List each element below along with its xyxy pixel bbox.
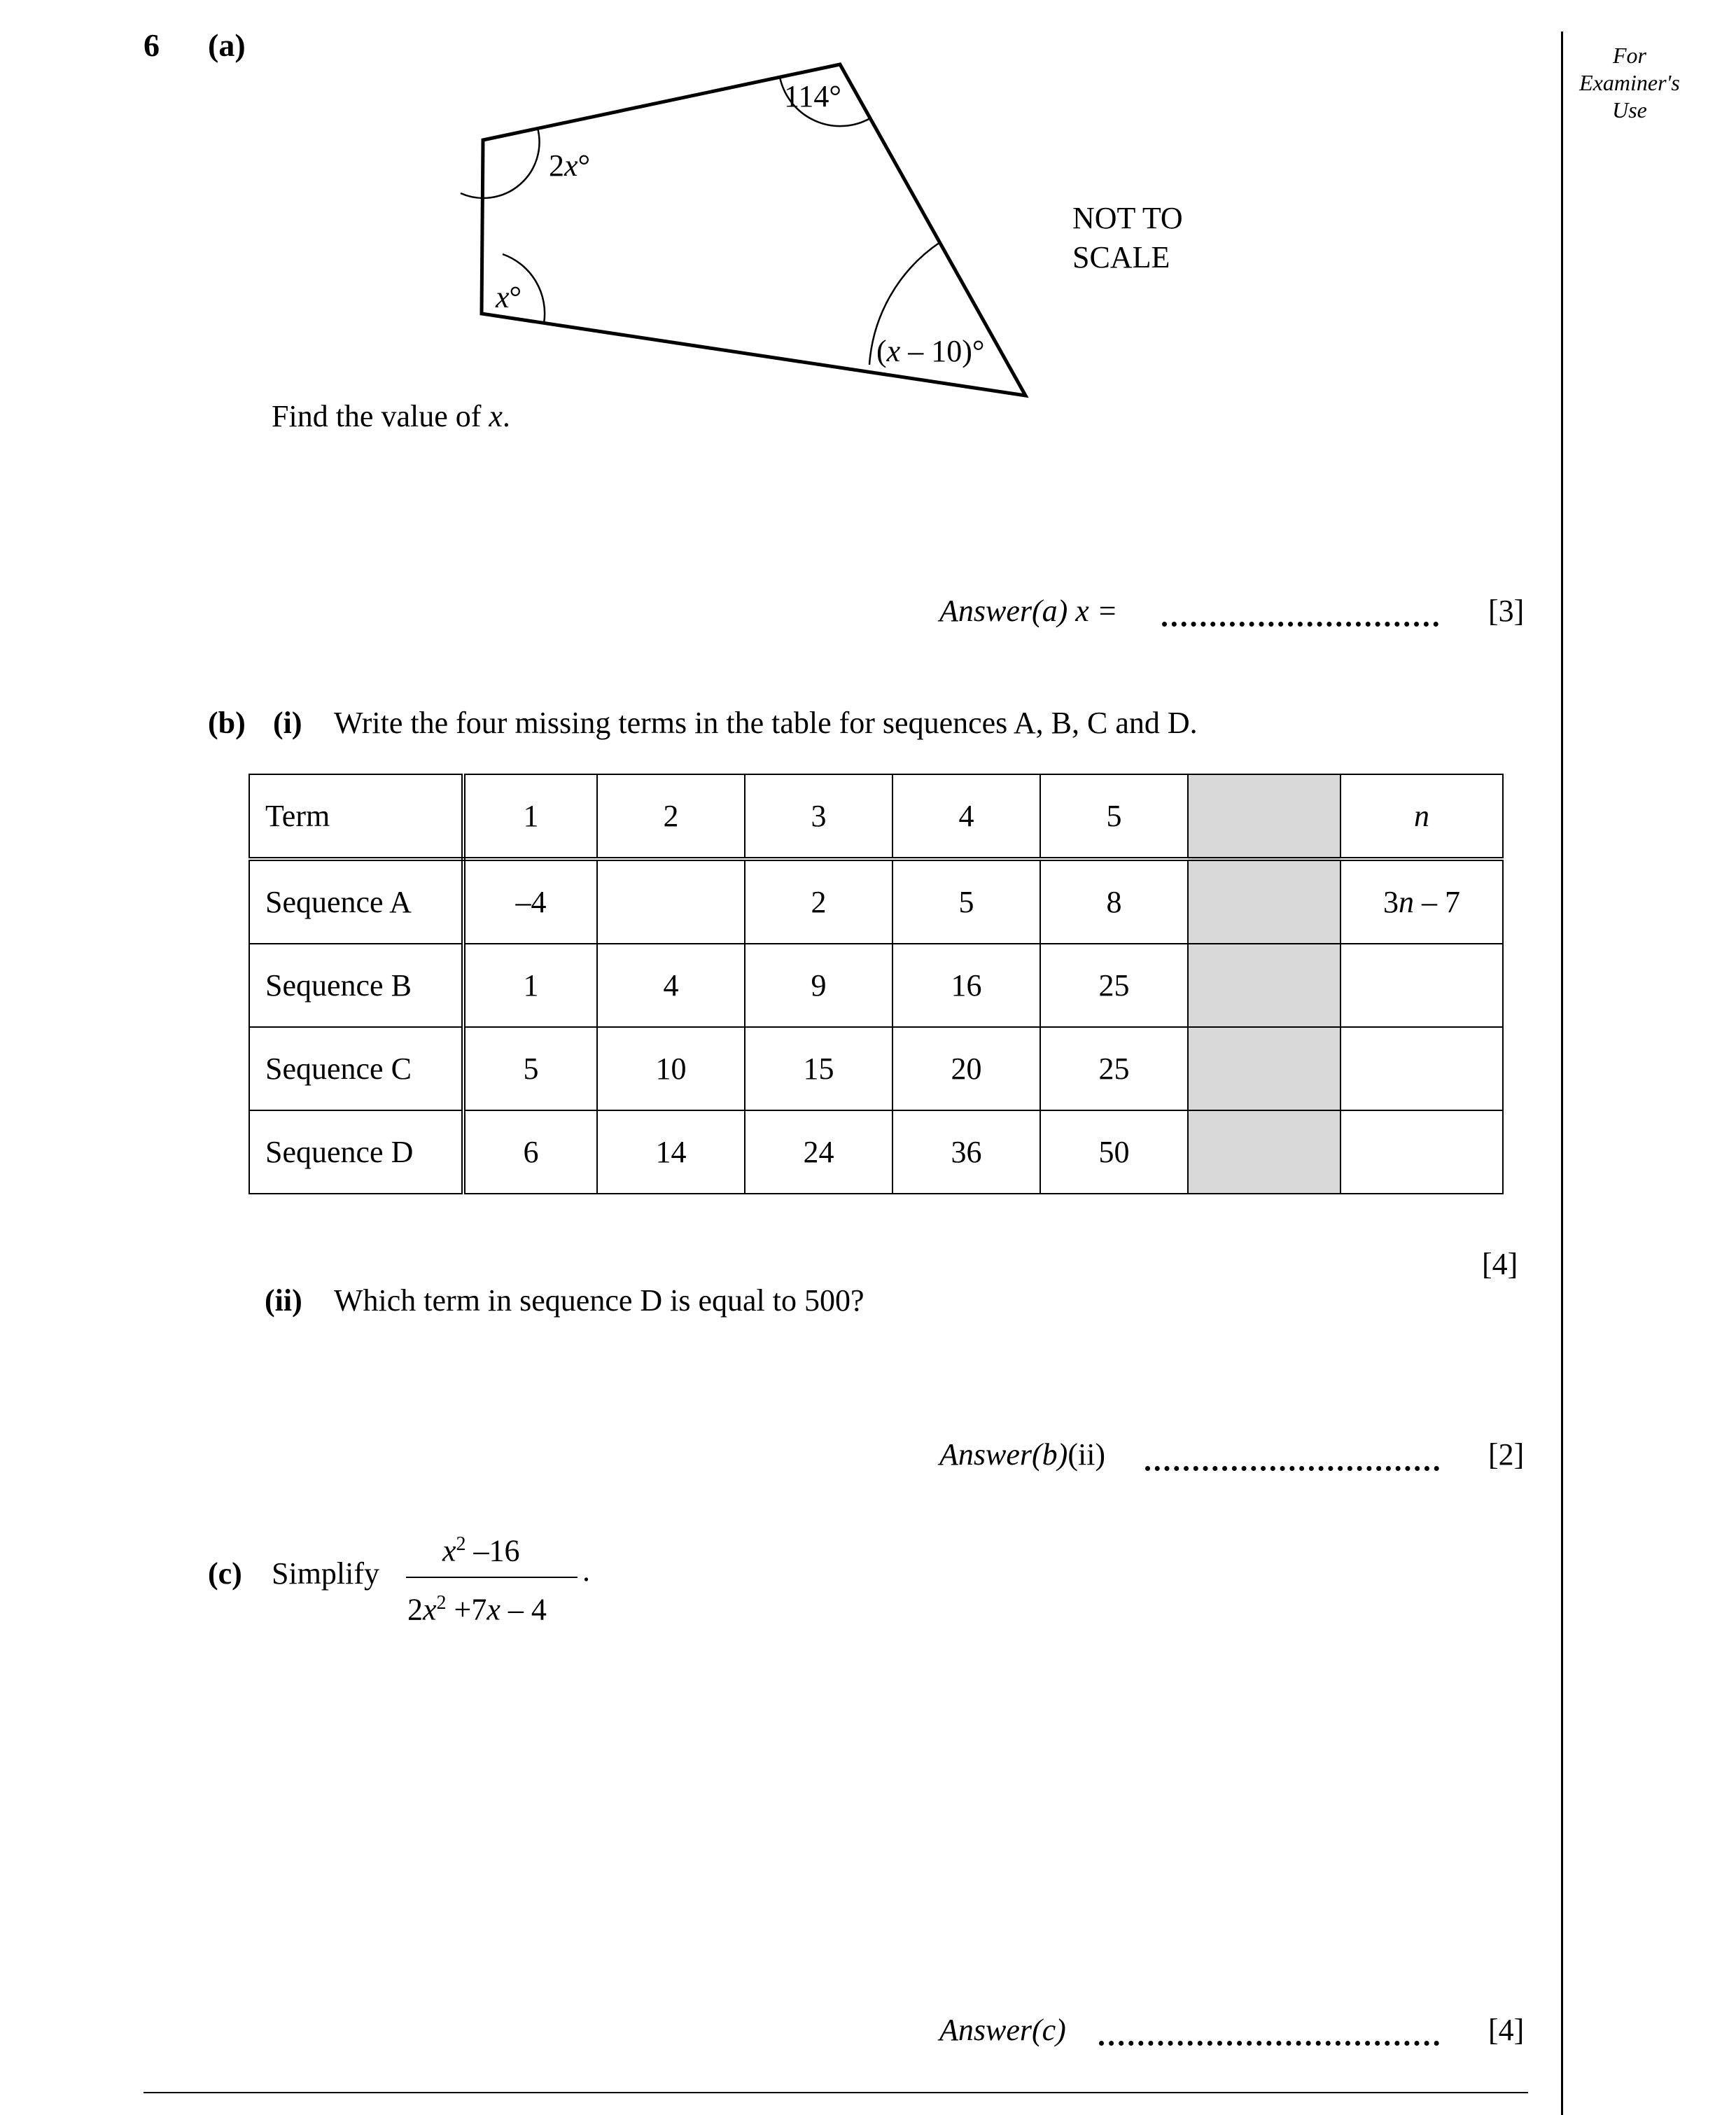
note-line-2: SCALE bbox=[1072, 240, 1170, 274]
table-row-sequence-a bbox=[249, 859, 1503, 944]
question-number: 6 bbox=[144, 27, 160, 63]
nth-term-cell: 3n – 7 bbox=[1340, 859, 1503, 944]
part-a-label: (a) bbox=[208, 27, 246, 63]
table-cell: 8 bbox=[1040, 859, 1188, 944]
table-cell: 2 bbox=[745, 859, 892, 944]
table-header-row bbox=[249, 774, 1503, 859]
table-cell: 10 bbox=[597, 1027, 745, 1110]
part-b-i-label: (i) bbox=[273, 706, 302, 740]
part-b-ii-label: (ii) bbox=[265, 1283, 302, 1318]
shaded-cell bbox=[1188, 859, 1340, 944]
answer-b-ii-label: Answer(b)(ii) bbox=[939, 1437, 1106, 1472]
fraction-bar bbox=[406, 1577, 578, 1578]
table-cell: 4 bbox=[892, 774, 1040, 859]
table-cell: 25 bbox=[1040, 1027, 1188, 1110]
marks-a: [3] bbox=[1488, 594, 1525, 628]
not-to-scale-note bbox=[1072, 199, 1183, 277]
table-cell: 50 bbox=[1040, 1110, 1188, 1194]
answer-a-line[interactable] bbox=[1162, 622, 1438, 627]
shaded-cell bbox=[1188, 774, 1340, 859]
answer-c-line[interactable] bbox=[1099, 2041, 1439, 2046]
table-cell: 4 bbox=[597, 944, 745, 1027]
examiner-use-note bbox=[1567, 42, 1693, 124]
examiner-line-3: Use bbox=[1612, 97, 1647, 123]
fraction-numerator: $x^2$ –16 bbox=[442, 1533, 520, 1568]
sequence-table bbox=[248, 774, 1504, 1194]
examiner-line-1: For bbox=[1613, 43, 1646, 68]
table-cell: 16 bbox=[892, 944, 1040, 1027]
answer-cell[interactable] bbox=[597, 859, 745, 944]
table-row-sequence-b bbox=[249, 944, 1503, 1027]
table-cell: 1 bbox=[463, 944, 597, 1027]
marks-b-ii: [2] bbox=[1488, 1437, 1525, 1472]
part-b-label: (b) bbox=[208, 706, 246, 740]
table-cell: 20 bbox=[892, 1027, 1040, 1110]
note-line-1: NOT TO bbox=[1072, 201, 1183, 235]
table-row-label: Sequence A bbox=[249, 859, 463, 944]
table-cell: n bbox=[1340, 774, 1503, 859]
answer-c-label: Answer(c) bbox=[939, 2013, 1066, 2047]
page-bottom-rule bbox=[144, 2092, 1528, 2093]
table-cell: 24 bbox=[745, 1110, 892, 1194]
table-cell: 15 bbox=[745, 1027, 892, 1110]
table-cell: 1 bbox=[463, 774, 597, 859]
algebraic-fraction bbox=[406, 1526, 602, 1638]
angle-label-x: x° bbox=[496, 280, 522, 314]
angle-label-x-minus-10: (x – 10)° bbox=[876, 334, 985, 368]
table-cell: 36 bbox=[892, 1110, 1040, 1194]
marks-b-i: [4] bbox=[1482, 1247, 1518, 1281]
table-row-label: Sequence D bbox=[249, 1110, 463, 1194]
table-cell: 5 bbox=[1040, 774, 1188, 859]
table-row-sequence-d bbox=[249, 1110, 1503, 1194]
shaded-cell bbox=[1188, 1027, 1340, 1110]
table-cell: 9 bbox=[745, 944, 892, 1027]
table-cell: 5 bbox=[463, 1027, 597, 1110]
table-cell: 6 bbox=[463, 1110, 597, 1194]
examiner-margin-rule bbox=[1561, 32, 1563, 2115]
table-cell: 5 bbox=[892, 859, 1040, 944]
angle-label-114: 114° bbox=[784, 79, 841, 113]
table-row-label: Sequence B bbox=[249, 944, 463, 1027]
table-cell: Term bbox=[249, 774, 463, 859]
shaded-cell bbox=[1188, 1110, 1340, 1194]
answer-cell[interactable] bbox=[1340, 1027, 1503, 1110]
part-c-label: (c) bbox=[208, 1556, 242, 1591]
answer-cell[interactable] bbox=[1340, 944, 1503, 1027]
marks-c: [4] bbox=[1488, 2013, 1525, 2047]
answer-cell[interactable] bbox=[1340, 1110, 1503, 1194]
table-row-sequence-c bbox=[249, 1027, 1503, 1110]
shaded-cell bbox=[1188, 944, 1340, 1027]
part-a-instruction: Find the value of x. bbox=[272, 399, 510, 433]
examiner-line-2: Examiner's bbox=[1579, 70, 1680, 95]
table-cell: –4 bbox=[463, 859, 597, 944]
table-cell: 3 bbox=[745, 774, 892, 859]
answer-b-ii-line[interactable] bbox=[1145, 1466, 1439, 1471]
part-b-i-instruction: Write the four missing terms in the table for sequences A, B, C and D. bbox=[334, 706, 1198, 740]
table-row-label: Sequence C bbox=[249, 1027, 463, 1110]
table-cell: 2 bbox=[597, 774, 745, 859]
angle-label-2x: 2x° bbox=[549, 148, 591, 183]
fraction-denominator: $2x^2 +7x - 4$ bbox=[407, 1592, 547, 1627]
fraction-trailing-dot: . bbox=[582, 1554, 590, 1588]
table-cell: 14 bbox=[597, 1110, 745, 1194]
angle-arc-top-left bbox=[461, 128, 540, 198]
table-cell: 25 bbox=[1040, 944, 1188, 1027]
answer-a-label: Answer(a) x = bbox=[939, 594, 1118, 628]
part-b-ii-question: Which term in sequence D is equal to 500? bbox=[334, 1283, 864, 1318]
part-c-instruction: Simplify bbox=[272, 1556, 380, 1591]
